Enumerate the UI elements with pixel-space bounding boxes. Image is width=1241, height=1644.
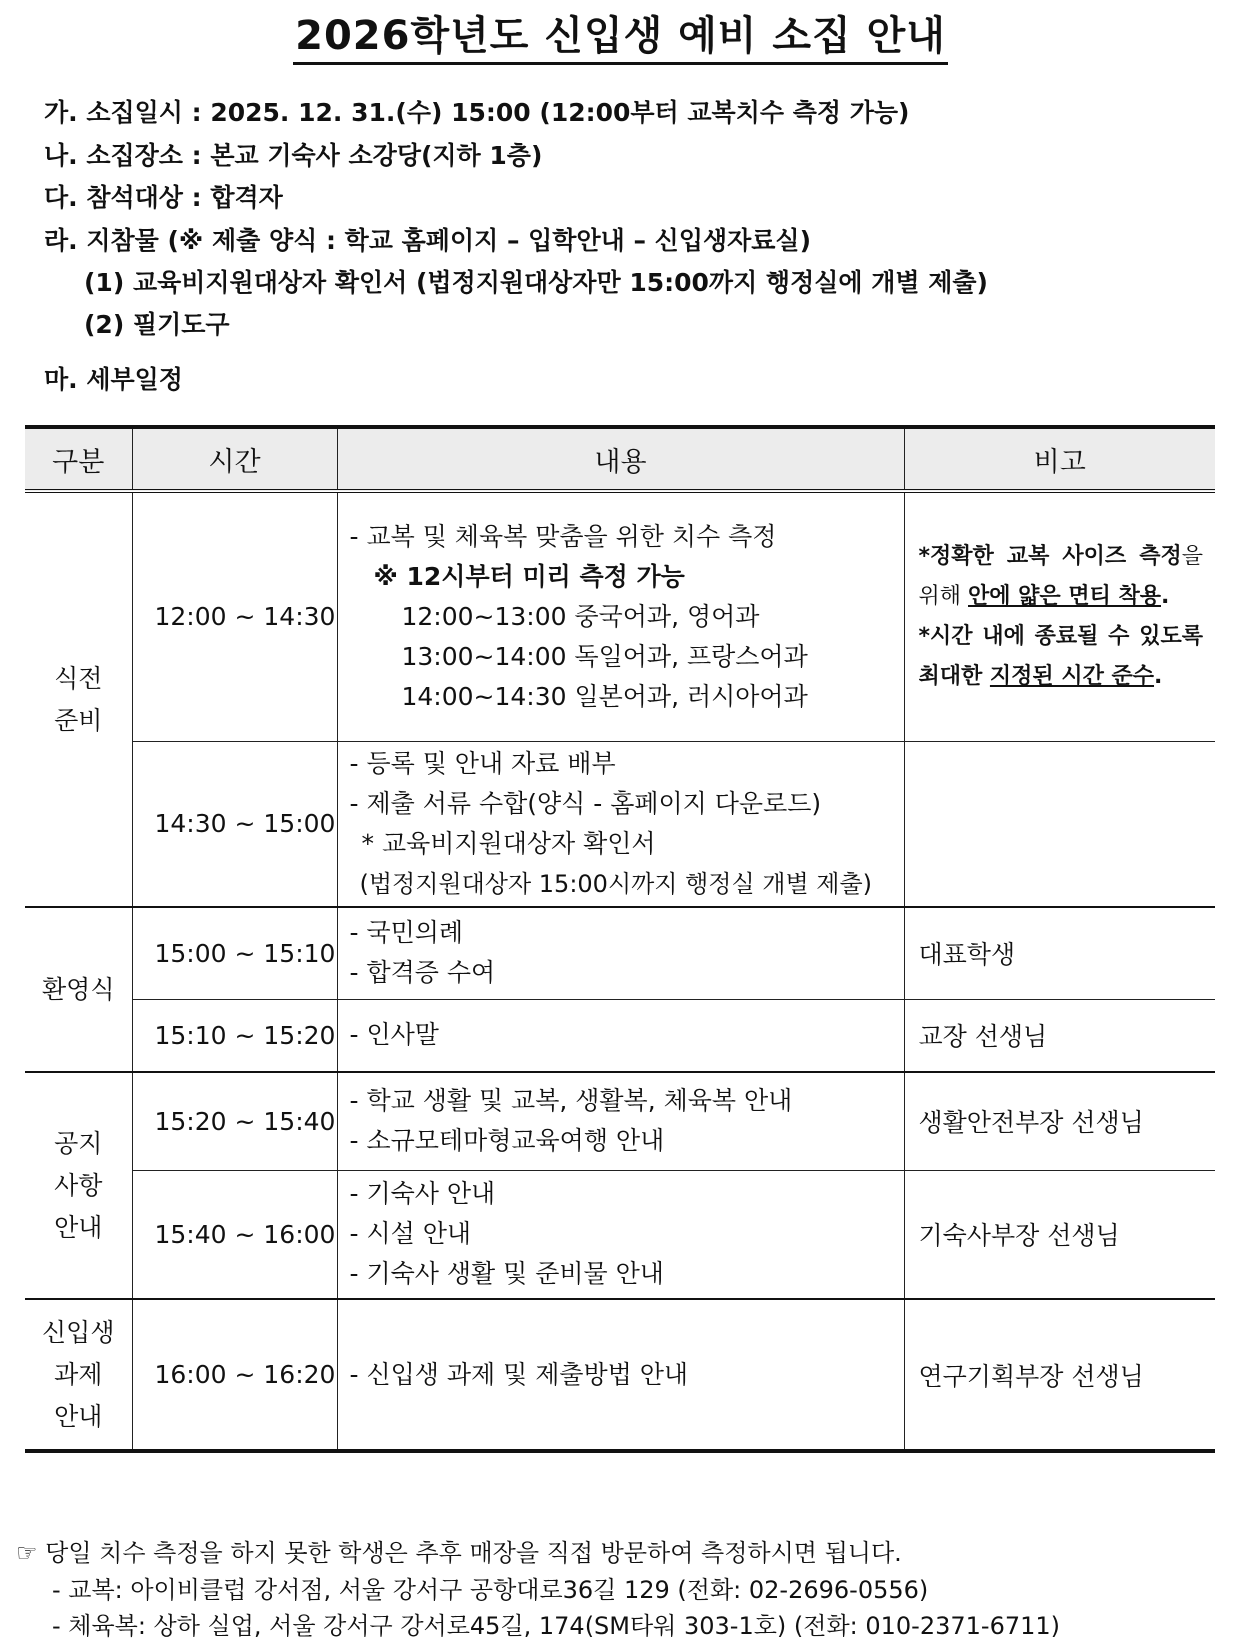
- time-cell: 15:20 ~ 15:40: [132, 1072, 337, 1170]
- table-row: [25, 1299, 1215, 1451]
- time-cell: 14:30 ~ 15:00: [132, 741, 337, 907]
- note-cell: 기숙사부장 선생님: [904, 1170, 1215, 1299]
- note-uniform: *정확한 교복 사이즈 측정을 위해 안에 얇은 면티 착용.: [918, 543, 1203, 609]
- content-cell: - 등록 및 안내 자료 배부 - 제출 서류 수합(양식 - 홈페이지 다운로드) * 교육비지원대상자 확인서 (법정지원대상자 15:00시까지 행정실 개별 제출): [337, 741, 904, 907]
- table-header-row: [25, 427, 1215, 491]
- info-target: 다. 참석대상 : 합격자: [44, 183, 283, 212]
- header-category: 구분: [25, 427, 132, 491]
- content-cell: - 학교 생활 및 교복, 생활복, 체육복 안내 - 소규모테마형교육여행 안내: [337, 1072, 904, 1170]
- header-note: 비고: [904, 427, 1215, 491]
- page-title: 2026학년도 신입생 예비 소집 안내: [293, 13, 948, 65]
- table-row: [25, 491, 1215, 741]
- time-cell: 12:00 ~ 14:30: [132, 491, 337, 741]
- page-title-wrap: [0, 4, 1241, 61]
- note-cell: 교장 선생님: [904, 999, 1215, 1072]
- info-place: 나. 소집장소 : 본교 기숙사 소강당(지하 1층): [44, 141, 543, 170]
- content-cell: - 기숙사 안내 - 시설 안내 - 기숙사 생활 및 준비물 안내: [337, 1170, 904, 1299]
- info-items: 라. 지참물 (※ 제출 양식 : 학교 홈페이지 – 입학안내 – 신입생자료실): [44, 226, 811, 255]
- note-cell: [904, 741, 1215, 907]
- content-cell: - 국민의례 - 합격증 수여: [337, 907, 904, 999]
- table-row: [25, 1072, 1215, 1170]
- table-row: [25, 907, 1215, 999]
- note-cell: 연구기획부장 선생님: [904, 1299, 1215, 1451]
- note-cell: [904, 491, 1215, 741]
- header-time: 시간: [132, 427, 337, 491]
- category-cell: 공지 사항 안내: [25, 1072, 132, 1299]
- header-content: 내용: [337, 427, 904, 491]
- time-cell: 16:00 ~ 16:20: [132, 1299, 337, 1451]
- time-cell: 15:10 ~ 15:20: [132, 999, 337, 1072]
- info-item-2: (2) 필기도구: [84, 310, 230, 339]
- footer-sportswear-store: - 체육복: 상하 실업, 서울 강서구 강서로45길, 174(SM타워 303-1호) (전화: 010-2371-6711): [52, 1612, 1061, 1640]
- note-cell: 대표학생: [904, 907, 1215, 999]
- info-item-1: (1) 교육비지원대상자 확인서 (법정지원대상자만 15:00까지 행정실에 개별 제출): [84, 268, 988, 297]
- category-cell: 식전 준비: [25, 491, 132, 907]
- content-cell: - 인사말: [337, 999, 904, 1072]
- info-date: 가. 소집일시 : 2025. 12. 31.(수) 15:00 (12:00부터 교복치수 측정 가능): [44, 98, 910, 127]
- time-cell: 15:40 ~ 16:00: [132, 1170, 337, 1299]
- footer-uniform-store: - 교복: 아이비클럽 강서점, 서울 강서구 공항대로36길 129 (전화: 02-2696-0556): [52, 1576, 929, 1604]
- category-cell: 신입생 과제 안내: [25, 1299, 132, 1451]
- note-time: *시간 내에 종료될 수 있도록 최대한 지정된 시간 준수.: [918, 623, 1203, 689]
- content-cell: - 교복 및 체육복 맞춤을 위한 치수 측정 ※ 12시부터 미리 측정 가능 12:00~13:00 중국어과, 영어과 13:00~14:00 독일어과, 프랑스어과 14:00~14:30 일본어과, 러시아어과: [337, 491, 904, 741]
- table-row: [25, 1170, 1215, 1299]
- info-schedule: 마. 세부일정: [44, 365, 183, 394]
- table-row: [25, 999, 1215, 1072]
- table-row: [25, 741, 1215, 907]
- schedule-table: [25, 425, 1215, 1453]
- content-cell: - 신입생 과제 및 제출방법 안내: [337, 1299, 904, 1451]
- note-cell: 생활안전부장 선생님: [904, 1072, 1215, 1170]
- time-cell: 15:00 ~ 15:10: [132, 907, 337, 999]
- category-cell: 환영식: [25, 907, 132, 1072]
- footer-notice: ☞ 당일 치수 측정을 하지 못한 학생은 추후 매장을 직접 방문하여 측정하시면 됩니다.: [16, 1539, 902, 1567]
